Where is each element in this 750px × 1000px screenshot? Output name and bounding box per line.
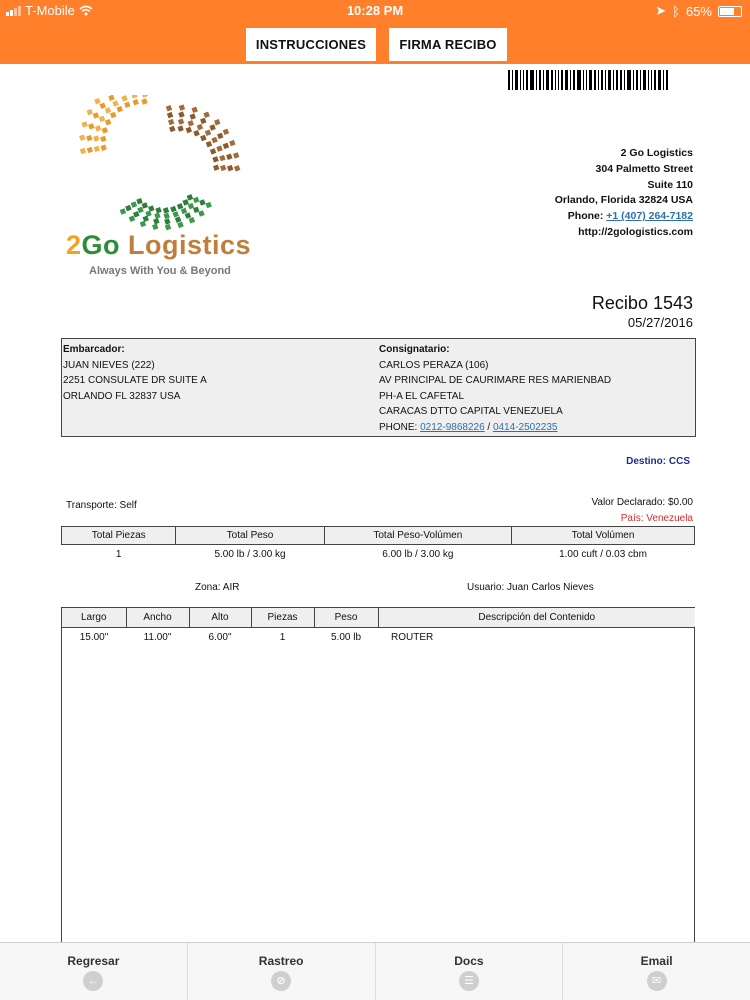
rastreo-button[interactable] [188, 943, 376, 1000]
valor-declarado: Valor Declarado: $0.00 [591, 497, 693, 508]
item-alto: 6.00" [208, 631, 232, 643]
totals-header: Total Piezas [62, 527, 176, 545]
envelope-icon: ✉ [647, 971, 667, 991]
company-name: 2 Go Logistics [620, 147, 693, 159]
battery-percent: 65% [685, 3, 712, 19]
status-right [655, 3, 742, 19]
list-icon: ☰ [459, 971, 479, 991]
email-button[interactable] [563, 943, 750, 1000]
company-website: http://2gologistics.com [578, 225, 693, 238]
item-piezas: 1 [279, 631, 286, 643]
company-phone-link[interactable]: +1 (407) 264-7182 [606, 210, 693, 223]
table-row [62, 627, 695, 647]
consignee-phone-2-link[interactable]: 0414-2502235 [492, 421, 558, 433]
items-header: Descripción del Contenido [378, 608, 695, 627]
instrucciones-button[interactable]: INSTRUCCIONES [246, 28, 376, 61]
items-box [61, 607, 695, 947]
item-peso: 5.00 lb [330, 631, 362, 643]
consignee-block: Consignatario: CARLOS PERAZA (106) AV PRINCIPAL DE CAURIMARE RES MARIENBAD PH-A EL CAFETAL CARACAS DTTO CAPITAL VENEZUELA PHONE: 0212-9868226 / 0414-2502235 [379, 342, 611, 436]
transporte-label: Transporte: Self [66, 500, 137, 511]
company-phone-line: Phone: +1 (407) 264-7182 [567, 210, 693, 223]
items-header: Piezas [251, 608, 314, 627]
items-header-row [62, 608, 695, 627]
barcode-image [508, 70, 694, 90]
header-bar [0, 0, 750, 64]
status-bar [0, 0, 750, 22]
zona-label: Zona: AIR [195, 582, 240, 593]
logo-tagline: Always With You & Beyond [89, 265, 231, 277]
totals-header-row [62, 527, 695, 545]
receipt-title: Recibo 1543 [591, 293, 693, 313]
rastreo-label: Rastreo [258, 954, 304, 968]
items-header: Largo [62, 608, 126, 627]
totals-value-row [62, 545, 695, 565]
totals-header: Total Volúmen [512, 527, 695, 545]
items-header: Alto [189, 608, 251, 627]
consignee-phone-1-link[interactable]: 0212-9868226 [420, 421, 485, 433]
totals-value: 1.00 cuft / 0.03 cbm [559, 549, 647, 561]
company-address [555, 146, 693, 241]
items-header: Ancho [126, 608, 189, 627]
firma-recibo-button[interactable]: FIRMA RECIBO [389, 28, 507, 61]
totals-header: Total Peso [176, 527, 324, 545]
bottom-toolbar [0, 942, 750, 1000]
destino-label: Destino: CCS [626, 456, 690, 467]
regresar-label: Regresar [67, 954, 120, 968]
tracking-icon: ⊘ [271, 971, 291, 991]
totals-header: Total Peso-Volúmen [324, 527, 511, 545]
email-label: Email [640, 954, 673, 968]
totals-value: 5.00 lb / 3.00 kg [214, 549, 286, 561]
pais-label: País: Venezuela [620, 513, 693, 524]
location-arrow-icon: ➤ [655, 3, 667, 18]
consignee-phone-line: PHONE: 0212-9868226 / 0414-2502235 [379, 421, 558, 433]
logo-wordmark: 2Go Logistics [66, 230, 252, 260]
usuario-label: Usuario: Juan Carlos Nieves [467, 582, 594, 593]
battery-icon [718, 6, 742, 17]
shipper-block: Embarcador: JUAN NIEVES (222) 2251 CONSULATE DR SUITE A ORLANDO FL 32837 USA [63, 344, 207, 402]
bluetooth-icon: ᛒ [672, 3, 680, 19]
regresar-button[interactable] [0, 943, 188, 1000]
items-header: Peso [314, 608, 378, 627]
totals-table [61, 526, 695, 565]
items-table [62, 608, 695, 647]
docs-button[interactable] [376, 943, 564, 1000]
receipt-date: 05/27/2016 [627, 315, 693, 330]
company-suite: Suite 110 [647, 178, 693, 191]
item-descripcion: ROUTER [391, 631, 434, 643]
company-street: 304 Palmetto Street [595, 162, 693, 175]
totals-value: 1 [115, 549, 122, 561]
item-largo: 15.00" [79, 631, 109, 643]
parties-box [61, 338, 696, 437]
docs-label: Docs [454, 954, 484, 968]
totals-value: 6.00 lb / 3.00 kg [382, 549, 454, 561]
clock: 10:28 PM [346, 3, 404, 18]
company-city: Orlando, Florida 32824 USA [554, 194, 693, 207]
carrier-name: T-Mobile [25, 3, 75, 18]
back-arrow-icon: ← [83, 971, 103, 991]
item-ancho: 11.00" [143, 631, 172, 643]
